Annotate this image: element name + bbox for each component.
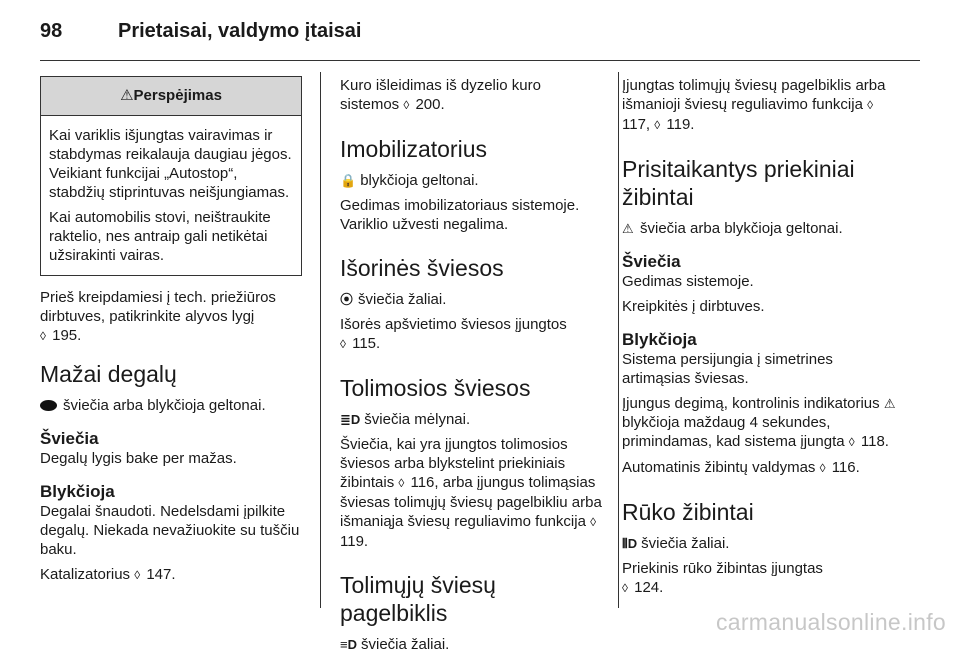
page-reference[interactable]: 117, [622,116,651,133]
reference-icon: ◊ [654,118,661,132]
high-beam-icon: ≣D [340,412,361,427]
header-divider [40,60,920,61]
exterior-lights-heading: Išorinės šviesos [340,255,504,281]
exterior-lights-text: Išorės apšvietimo šviesos įjungtos ◊ 115. [340,316,567,352]
fog-lights-status: ⦀D šviečia žaliai. [622,535,730,552]
page-reference[interactable]: 147. [146,566,176,583]
high-beam-text: Šviečia, kai yra įjungtos tolimosios šviesos arba blykstelint priekiniais žibintais ◊ 116, arba įjungus tolimąsias šviesas tolimųjų šviesų pagelbikliu arba išmaniąja šviesų reguliavimo funkcija ◊ 119. [340,436,602,550]
low-fuel-status: šviečia arba blykčioja geltonai. [40,396,302,415]
adaptive-lights-heading: Prisitaikantys priekiniai žibintai [622,156,855,210]
column-3 [622,76,902,604]
page-reference[interactable]: 124. [634,579,664,596]
auto-lights-paragraph: Automatinis žibintų valdymas ◊ 116. [622,459,860,476]
exterior-lights-status: ⦿ šviečia žaliai. [340,291,447,308]
high-beam-heading: Tolimosios šviesos [340,375,531,401]
reference-icon: ◊ [848,435,855,449]
fog-lights-text: Priekinis rūko žibintas įjungtas ◊ 124. [622,560,823,596]
high-beam-assist-heading: Tolimųjų šviesų pagelbiklis [340,572,496,626]
page-reference[interactable]: 119. [666,116,695,133]
high-beam-assist-status: ≡D šviečia žaliai. [340,636,450,653]
reference-icon: ◊ [134,568,141,582]
warning-paragraph-1: Kai variklis išjungtas vairavimas ir stabdymas reikalauja daugiau jėgos. Veikiant funkcijai „Autostop“, stabdžių stiprintuvas neišjungiamas. [49,127,292,201]
warning-body [41,116,301,275]
diesel-paragraph: Kuro išleidimas iš dyzelio kuro sistemos ◊ 200. [340,77,541,113]
exterior-light-icon: ⦿ [340,292,354,307]
warning-icon: ⚠ [120,87,134,104]
adaptive-light-icon: ⚠ [622,221,634,236]
reference-icon: ◊ [819,461,826,475]
page-reference[interactable]: 118. [860,433,889,450]
warning-heading: Perspėjimas [133,87,222,104]
high-beam-assist-icon: ≡D [340,637,357,652]
fuel-indicator-icon [40,400,57,411]
page-header [40,14,920,54]
lit-text-2: Kreipkitės į dirbtuves. [622,298,765,315]
high-beam-status: ≣D šviečia mėlynai. [340,411,471,428]
reference-icon: ◊ [867,98,874,112]
reference-icon: ◊ [398,476,405,490]
lit-heading: Šviečia [40,429,99,448]
reference-icon: ◊ [340,337,346,351]
lit-text-1: Gedimas sistemoje. [622,273,754,290]
adaptive-lights-status: ⚠ šviečia arba blykčioja geltonai. [622,220,843,237]
catalyst-paragraph: Katalizatorius ◊ 147. [40,566,176,583]
page-reference[interactable]: 119. [340,533,369,550]
column-divider-2 [618,72,619,608]
assist-paragraph: Įjungtas tolimųjų šviesų pagelbiklis arba išmanioji šviesų reguliavimo funkcija ◊ 117, ◊ 119. [622,77,886,133]
watermark: carmanualsonline.info [715,609,946,635]
reference-icon: ◊ [403,98,410,112]
reference-icon: ◊ [622,581,628,595]
immobilizer-icon: 🔒 [340,173,357,188]
blink-heading: Blykčioja [40,482,115,501]
reference-icon: ◊ [590,515,597,529]
column-divider-1 [320,72,321,608]
lit-heading: Šviečia [622,252,681,271]
warning-header [41,77,301,116]
blink-text-1: Sistema persijungia į simetrines artimąsias šviesas. [622,351,833,387]
lit-text: Degalų lygis bake per mažas. [40,450,237,467]
page-reference[interactable]: 116, arba įjungus [410,474,525,491]
immobilizer-status: 🔒 blykčioja geltonai. [340,172,479,189]
immobilizer-text: Gedimas imobilizatoriaus sistemoje. Variklio užvesti negalima. [340,197,580,233]
page-reference[interactable]: 116. [831,459,860,476]
fog-lights-heading: Rūko žibintai [622,499,754,525]
page-number: 98 [40,20,63,42]
warning-paragraph-2: Kai automobilis stovi, neištraukite raktelio, nes antraip gali netikėtai užsirakinti vairas. [49,209,271,264]
blink-text: Degalai šnaudoti. Nedelsdami įpilkite degalų. Niekada nevažiuokite su tuščiu baku. [40,503,300,558]
fog-light-icon: ⦀D [622,536,638,551]
page-reference[interactable]: 195. [52,327,82,344]
warning-box [40,76,302,276]
reference-icon: ◊ [40,329,46,343]
immobilizer-heading: Imobilizatorius [340,136,487,162]
blink-heading: Blykčioja [622,330,697,349]
oil-check-paragraph: Prieš kreipdamiesi į tech. priežiūros dirbtuves, patikrinkite alyvos lygį ◊ 195. [40,289,276,344]
page-reference[interactable]: 200. [415,96,445,113]
column-1 [40,76,302,591]
blink-text-2: Įjungus degimą, kontrolinis indikatorius ⚠ blykčioja maždaug 4 sekundes, primindamas, kad sistema įjungta ◊ 118. [622,394,902,452]
page-title: Prietaisai, valdymo įtaisai [118,20,362,42]
low-fuel-heading: Mažai degalų [40,361,177,387]
column-2 [340,76,602,660]
page-reference[interactable]: 115. [352,335,381,352]
adaptive-light-icon: ⚠ [883,396,896,411]
